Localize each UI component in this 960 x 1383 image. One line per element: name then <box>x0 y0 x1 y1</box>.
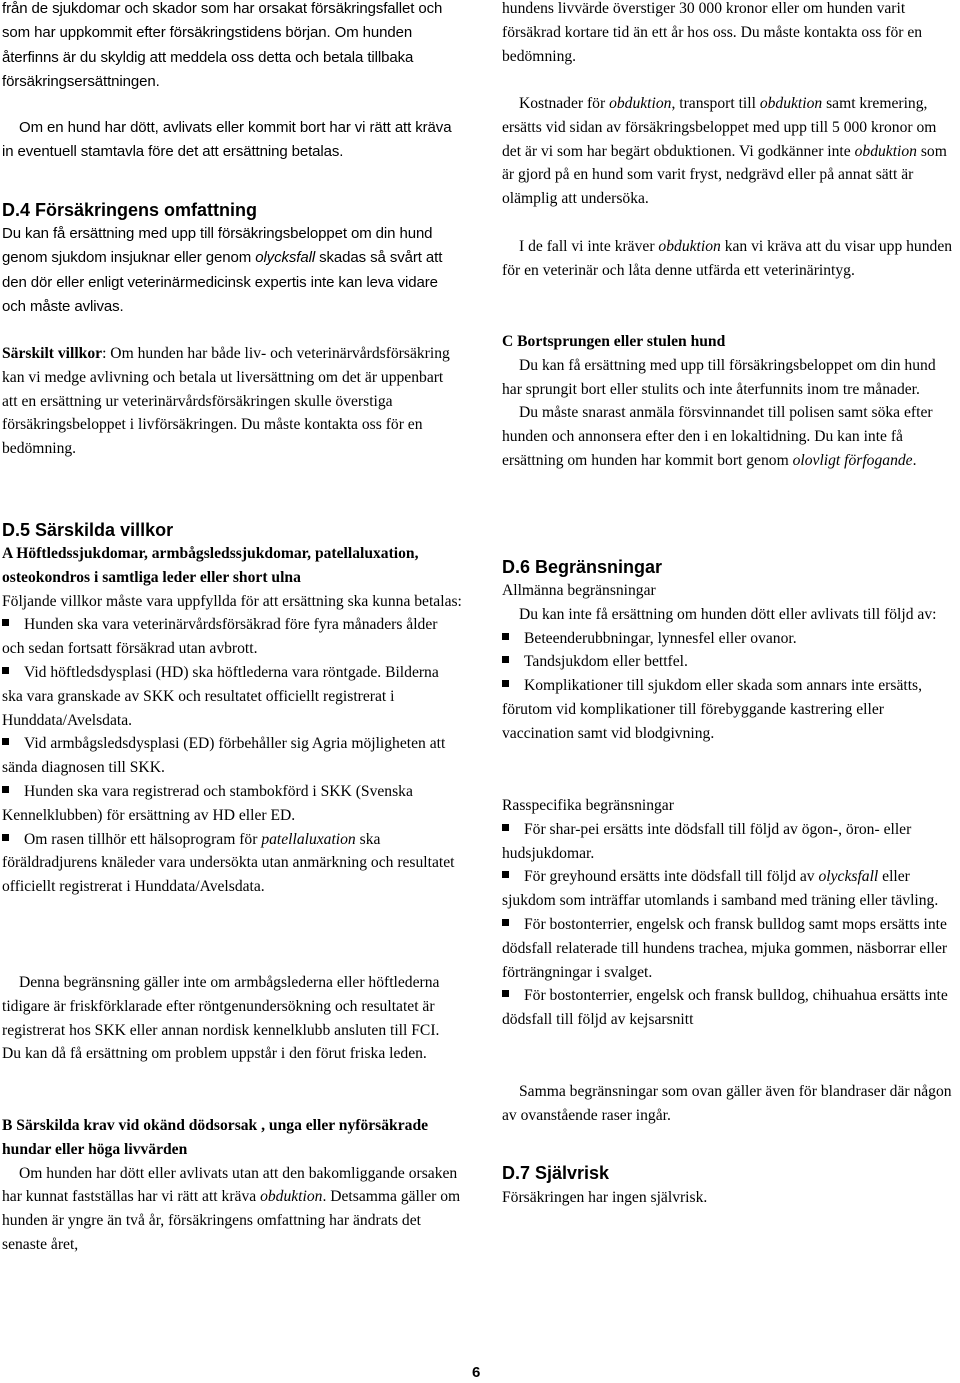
bullet-icon <box>2 619 9 626</box>
list-item-a-5: Om rasen tillhör ett hälsoprogram för patellaluxation ska föräldradjurens knäleder vara undersökta utan anmärkning och resultatet officiellt registrerat i Hunddata/Avelsdata. <box>2 830 455 896</box>
list-item-a-4: Hunden ska vara registrerad och stambokförd i SKK (Svenska Kennelklubben) för ersättning av HD eller ED. <box>2 782 413 824</box>
paragraph-recovered-dog: från de sjukdomar och skador som har orsakat försäkringsfallet och som har uppkommit efter försäkringstidens början. Om hunden återfinns är du skyldig att meddela oss detta och betala tillbaka försäkringsersättningen. <box>2 0 443 91</box>
heading-b: B Särskilda krav vid okänd dödsorsak , unga eller nyförsäkrade hundar eller höga livvärden <box>2 1117 429 1158</box>
paragraph-b-continued: hundens livvärde överstiger 30 000 kronor eller om hunden varit försäkrad kortare tid än ett år hos oss. Du måste kontakta oss för en bedömning. <box>502 0 923 65</box>
list-item-breed-2: För greyhound ersätts inte dödsfall till följd av olycksfall eller sjukdom som inträffar utomlands i samband med träning eller tävling. <box>502 868 939 910</box>
bullet-icon <box>2 667 9 674</box>
label-breed-limitations: Rasspecifika begränsningar <box>502 797 674 814</box>
heading-d7: D.7 Självrisk <box>502 1163 610 1183</box>
paragraph-mixed-breeds: Samma begränsningar som ovan gäller även för blandraser där någon av ovanstående raser ingår. <box>502 1083 952 1124</box>
section-c <box>502 330 958 473</box>
section-general-limitations <box>502 579 958 746</box>
paragraph-vet-certificate: I de fall vi inte kräver obduktion kan vi kräva att du visar upp hunden för en veterinär och låta denne utfärda ett veterinärintyg. <box>502 238 953 279</box>
label-general-limitations: Allmänna begränsningar <box>502 582 656 599</box>
paragraph-b-body: Om hunden har dött eller avlivats utan att den bakomliggande orsaken har kunnat fastställas har vi rätt att kräva obduktion. Detsamma gäller om hunden är yngre än två år, försäkringens omfattning har ändrats det senaste året, <box>2 1164 461 1253</box>
list-item-breed-3: För bostonterrier, engelsk och fransk bulldog samt mops ersätts inte dödsfall relaterade till hundens trachea, mjuka gommen, näsborrar eller förträngningar i svalget. <box>502 915 948 981</box>
bullet-icon <box>502 633 509 640</box>
bullet-icon <box>502 824 509 831</box>
paragraph-autopsy-costs: Kostnader för obduktion, transport till obduktion samt kremering, ersätts vid sidan av försäkringsbeloppet med upp till 5 000 kronor om det är vi som har begärt obduktionen. Vi godkänner inte obduktion som är gjord på en hund som varit fryst, nedgrävd eller på annat sätt är olämplig att undersöka. <box>502 95 947 208</box>
paragraph-d7-body: Försäkringen har ingen självrisk. <box>502 1189 708 1206</box>
bullet-icon <box>2 786 9 793</box>
page-number: 6 <box>472 1364 481 1381</box>
paragraph-pedigree: Om en hund har dött, avlivats eller kommit bort har vi rätt att kräva in eventuell stamtavla före det att ersättning betalas. <box>2 119 452 161</box>
bullet-icon <box>2 834 9 841</box>
paragraph-general-intro: Du kan inte få ersättning om hunden dött eller avlivats till följd av: <box>519 605 937 623</box>
bullet-icon <box>502 919 509 926</box>
bullet-icon <box>502 680 509 687</box>
list-item-general-3: Komplikationer till sjukdom eller skada som annars inte ersätts, förutom vid komplikationer till förebyggande kastrering eller vaccination samt vid blodgivning. <box>502 677 922 742</box>
list-item-breed-4: För bostonterrier, engelsk och fransk bulldog, chihuahua ersätts inte dödsfall till följd av kejsarsnitt <box>502 987 948 1029</box>
heading-d5: D.5 Särskilda villkor <box>2 520 174 540</box>
list-item-a-3: Vid armbågsledsdysplasi (ED) förbehåller sig Agria möjligheten att sända diagnosen till SKK. <box>2 735 446 777</box>
list-item-breed-1: För shar-pei ersätts inte dödsfall till följd av ögon-, öron- eller hudsjukdomar. <box>502 820 912 862</box>
list-item-general-2: Tandsjukdom eller bettfel. <box>502 650 958 674</box>
paragraph-c-1: Du kan få ersättning med upp till försäkringsbeloppet om din hund har sprungit bort eller stulits och inte återfunnits inom tre månader. <box>502 356 936 398</box>
paragraph-special-condition: Särskilt villkor: Om hunden har både liv- och veterinärvårdsförsäkring kan vi medge avlivning och betala ut liversättning om det är uppenbart att en ersättning ur veterinärvårdsförsäkringen skulle överstiga försäkringsbeloppet i livförsäkringen. Du måste kontakta oss för en bedömning. <box>2 345 450 458</box>
list-item-a-2: Vid höftledsdysplasi (HD) ska höftlederna vara röntgade. Bilderna ska vara granskade av SKK och resultatet officiellt registrerat i Hunddata/Avelsdata. <box>2 663 439 729</box>
paragraph-a-exception: Denna begränsning gäller inte om armbågslederna eller höftlederna tidigare är friskförklarade efter röntgenundersökning och resultatet är registrerat hos SKK eller annan nordisk kennelklubb ansluten till FCI. Du kan då få ersättning om problem uppstår i den förut friska leden. <box>2 974 440 1063</box>
section-a <box>2 542 462 899</box>
bullet-icon <box>502 871 509 878</box>
bullet-icon <box>502 990 509 997</box>
list-item-general-1: Beteenderubbningar, lynnesfel eller ovanor. <box>502 627 958 651</box>
paragraph-d4-body: Du kan få ersättning med upp till försäkringsbeloppet om din hund genom sjukdom insjuknar eller genom olycksfall skadas så svårt att den dör eller enligt veterinärmedicinsk expertis inte kan leva vidare och måste avlivas. <box>2 225 443 316</box>
bullet-icon <box>2 738 9 745</box>
list-item-a-1: Hunden ska vara veterinärvårdsförsäkrad före fyra månaders ålder och sedan fortsatt försäkrad utan avbrott. <box>2 616 438 658</box>
heading-d4: D.4 Försäkringens omfattning <box>2 200 258 220</box>
heading-d6: D.6 Begränsningar <box>502 557 663 577</box>
heading-c: C Bortsprungen eller stulen hund <box>502 333 726 350</box>
paragraph-a-intro: Följande villkor måste vara uppfyllda för att ersättning ska kunna betalas: <box>2 592 462 610</box>
section-b <box>2 1114 462 1257</box>
paragraph-c-2: Du måste snarast anmäla försvinnandet till polisen samt söka efter hunden och annonsera efter den i en lokaltidning. Du kan inte få ersättning om hunden har kommit bort genom olovligt förfogande. <box>502 404 933 469</box>
section-breed-limitations <box>502 794 958 1032</box>
heading-a: A Höftledssjukdomar, armbågsledssjukdomar, patellaluxation, osteokondros i samtliga leder eller short ulna <box>2 545 419 586</box>
bullet-icon <box>502 656 509 663</box>
